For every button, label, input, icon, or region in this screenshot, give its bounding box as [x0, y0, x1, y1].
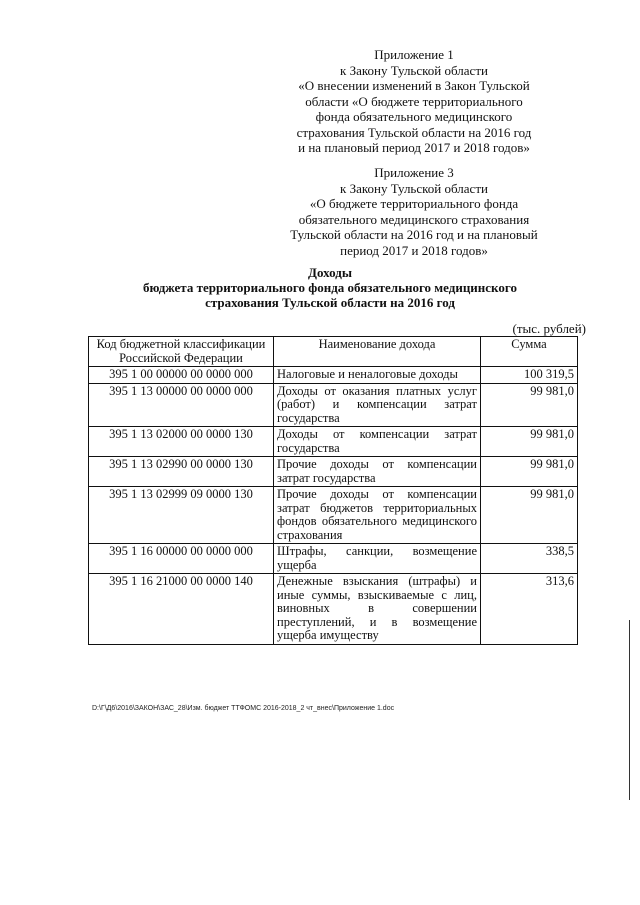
table-row	[89, 427, 578, 457]
annex-1-line: Приложение 1	[374, 47, 454, 62]
annex-1-line: «О внесении изменений в Закон Тульской	[298, 78, 530, 93]
annex-1-line: фонда обязательного медицинского	[315, 109, 513, 124]
annex-3-line: Тульской области на 2016 год и на плановый	[290, 227, 538, 242]
table-row	[89, 487, 578, 544]
cell-code: 395 1 13 00000 00 0000 000	[89, 383, 274, 427]
annex-3-line: Приложение 3	[374, 165, 454, 180]
title-line: бюджета территориального фонда обязательного медицинского	[143, 280, 517, 295]
header-name: Наименование дохода	[274, 337, 481, 367]
cell-amount: 313,6	[481, 574, 578, 645]
table-row	[89, 383, 578, 427]
cell-name: Доходы от оказания платных услуг (работ) и компенсации затрат государства	[274, 383, 481, 427]
annex-3-line: к Закону Тульской области	[340, 180, 488, 196]
table-row	[89, 457, 578, 487]
title-line: Доходы	[308, 265, 352, 280]
cell-amount: 99 981,0	[481, 487, 578, 544]
annex-3-line: период 2017 и 2018 годов»	[340, 242, 488, 258]
annex-3-line: обязательного медицинского страхования	[298, 211, 530, 227]
table-row	[89, 544, 578, 574]
annex-1-line: к Закону Тульской области	[340, 62, 488, 78]
cell-code: 395 1 16 00000 00 0000 000	[89, 544, 274, 574]
cell-code: 395 1 00 00000 00 0000 000	[89, 367, 274, 384]
cell-name: Прочие доходы от компенсации затрат бюджетов территориальных фондов обязательного медицинского страхования	[274, 487, 481, 544]
cell-code: 395 1 13 02990 00 0000 130	[89, 457, 274, 487]
table-row	[89, 367, 578, 384]
header-amount: Сумма	[481, 337, 578, 367]
cell-name: Денежные взыскания (штрафы) и иные суммы, взыскиваемые с лиц, виновных в совершении преступлений, и в возмещение ущерба имуществу	[274, 574, 481, 645]
header-code: Код бюджетной классификации Российской Федерации	[89, 337, 274, 367]
unit-label: (тыс. рублей)	[512, 321, 586, 336]
annex-1-header	[264, 47, 564, 156]
annex-1-line: и на плановый период 2017 и 2018 годов»	[298, 140, 530, 155]
cell-amount: 99 981,0	[481, 427, 578, 457]
cell-name: Налоговые и неналоговые доходы	[274, 367, 481, 384]
cell-name: Доходы от компенсации затрат государства	[274, 427, 481, 457]
table-row	[89, 574, 578, 645]
cell-amount: 338,5	[481, 544, 578, 574]
revenue-table	[88, 336, 578, 645]
cell-name: Прочие доходы от компенсации затрат государства	[274, 457, 481, 487]
cell-amount: 99 981,0	[481, 383, 578, 427]
cell-code: 395 1 13 02999 09 0000 130	[89, 487, 274, 544]
annex-3-line: «О бюджете территориального фонда	[309, 196, 519, 211]
cell-amount: 99 981,0	[481, 457, 578, 487]
table-header-row	[89, 337, 578, 367]
annex-1-line: страхования Тульской области на 2016 год	[296, 124, 532, 140]
document-title	[90, 265, 570, 310]
file-path-footer: D:\Г\Д6\2016\ЗАКОН\ЗАС_28\Изм. бюджет ТТФОМС 2016-2018_2 чт_внес\Приложение 1.doc	[92, 705, 395, 712]
cell-amount: 100 319,5	[481, 367, 578, 384]
title-line: страхования Тульской области на 2016 год	[205, 295, 455, 310]
annex-1-line: области «О бюджете территориального	[305, 93, 523, 109]
cell-code: 395 1 16 21000 00 0000 140	[89, 574, 274, 645]
cell-name: Штрафы, санкции, возмещение ущерба	[274, 544, 481, 574]
scan-edge-line	[629, 620, 630, 800]
cell-code: 395 1 13 02000 00 0000 130	[89, 427, 274, 457]
annex-3-header	[264, 165, 564, 258]
